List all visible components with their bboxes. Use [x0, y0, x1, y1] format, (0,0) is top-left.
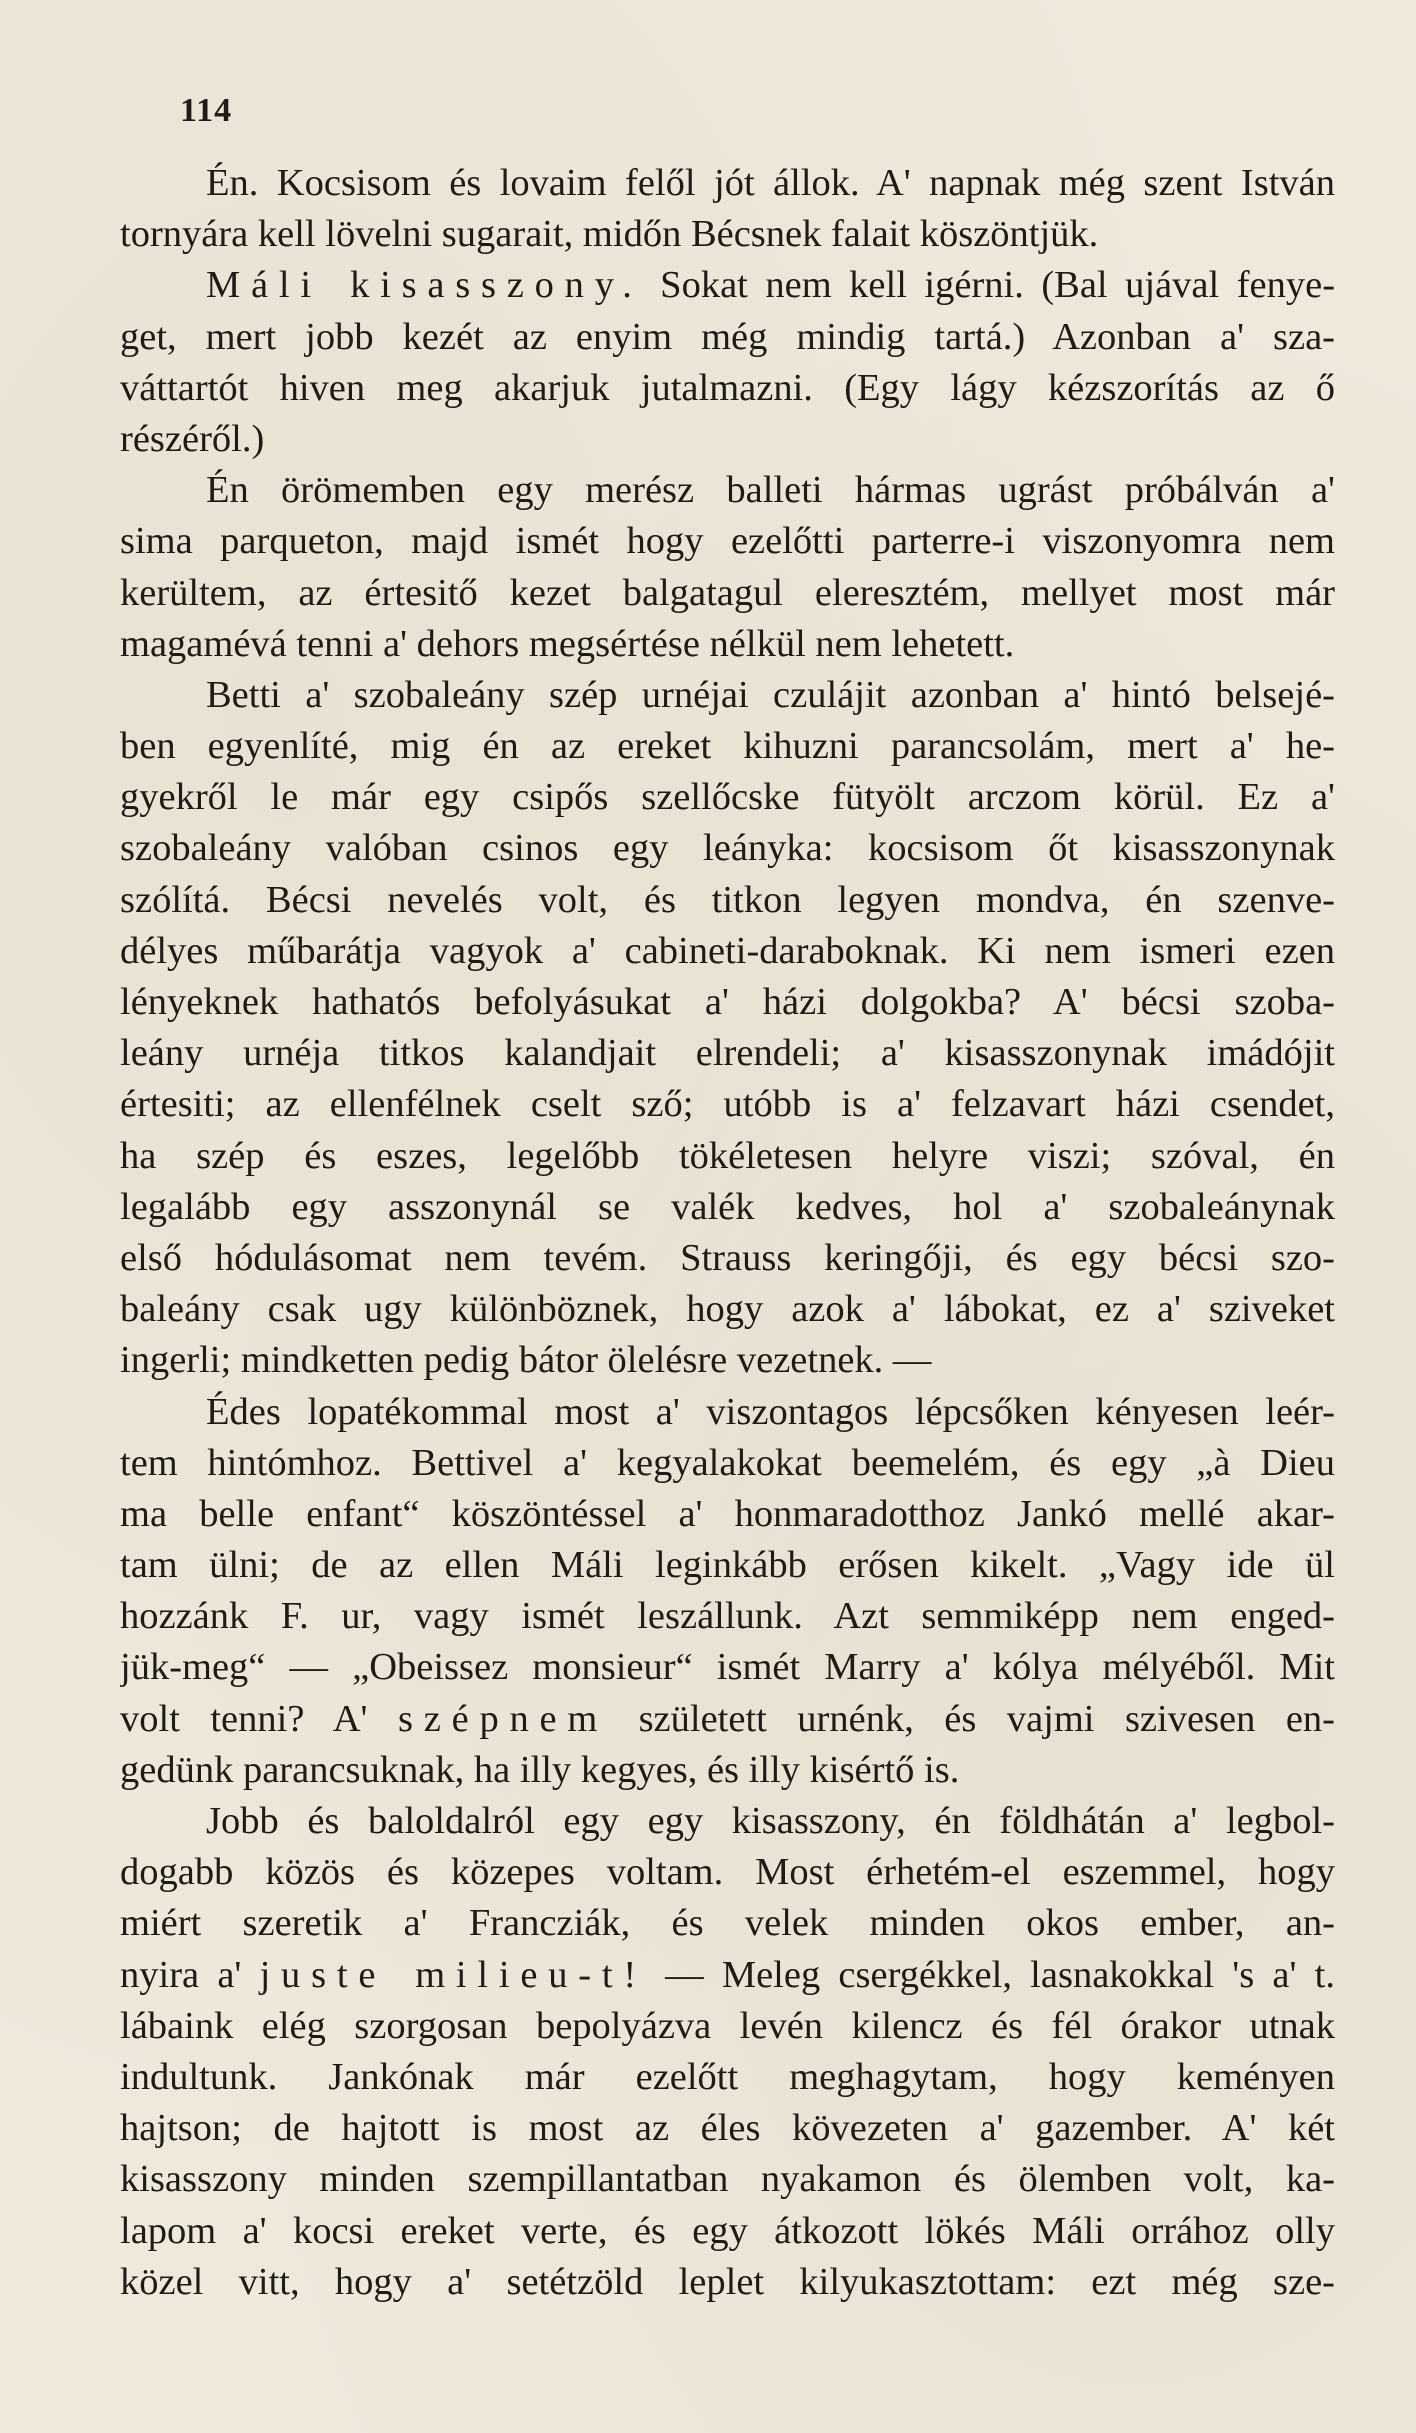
text-line: get, mert jobb kezét az enyim még mindig tartá.) Azonban a' sza-: [120, 315, 1335, 358]
text-line: volt tenni? A' szépnem született urnénk, és vajmi szivesen en-: [120, 1697, 1335, 1740]
text-line: szólítá. Bécsi nevelés volt, és titkon legyen mondva, én szenve-: [120, 878, 1335, 921]
text-line: miért szeretik a' Francziák, és velek minden okos ember, an-: [120, 1902, 1335, 1945]
spaced-emphasis: juste milieu-t!: [259, 1953, 647, 1996]
text-line: ben egyenlíté, mig én az ereket kihuzni parancsolám, mert a' he-: [120, 725, 1335, 768]
text-line: tam ülni; de az ellen Máli leginkább erősen kikelt. „Vagy ide ül: [120, 1544, 1335, 1587]
text-line: közel vitt, hogy a' setétzöld leplet kilyukasztottam: ezt még sze-: [120, 2260, 1335, 2303]
text-line: dogabb közös és közepes voltam. Most érhetém-el eszemmel, hogy: [120, 1851, 1335, 1894]
text-line: gedünk parancsuknak, ha illy kegyes, és illy kisértő is.: [120, 1748, 960, 1791]
text-line: váttartót hiven meg akarjuk jutalmazni. (Egy lágy kézszorítás az ő: [120, 366, 1335, 409]
text-line: magamévá tenni a' dehors megsértése nélkül nem lehetett.: [120, 622, 1015, 665]
page-number: 114: [180, 92, 233, 129]
text-line: legalább egy asszonynál se valék kedves, hol a' szobaleánynak: [120, 1185, 1335, 1228]
text-line: tornyára kell lövelni sugarait, midőn Bécsnek falait köszöntjük.: [120, 213, 1099, 256]
text-line: Betti a' szobaleány szép urnéjai czulájit azonban a' hintó belsejé-: [206, 673, 1335, 716]
body-text: [120, 158, 1335, 2308]
text-line: gyekről le már egy csipős szellőcske fütyölt arczom körül. Ez a': [120, 776, 1335, 819]
text-line: lényeknek hathatós befolyásukat a' házi dolgokba? A' bécsi szoba-: [120, 981, 1335, 1023]
text-line: Jobb és baloldalról egy egy kisasszony, én földhátán a' legbol-: [206, 1800, 1335, 1842]
text-line: kerültem, az értesitő kezet balgatagul eleresztém, mellyet most már: [120, 571, 1335, 614]
spaced-emphasis: szépnem: [397, 1697, 609, 1740]
text-line: szobaleány valóban csinos egy leányka: kocsisom őt kisasszonynak: [120, 827, 1335, 870]
text-line: tem hintómhoz. Bettivel a' kegyalakokat beemelém, és egy „à Dieu: [120, 1441, 1335, 1484]
text-line: délyes műbarátja vagyok a' cabineti-daraboknak. Ki nem ismeri ezen: [120, 929, 1335, 972]
text-line: ha szép és eszes, legelőbb tökéletesen helyre viszi; szóval, én: [120, 1134, 1335, 1177]
text-line: baleány csak ugy különböznek, hogy azok a' lábokat, ez a' sziveket: [120, 1288, 1335, 1331]
text-line: hozzánk F. ur, vagy ismét leszállunk. Azt semmiképp nem enged-: [120, 1595, 1335, 1638]
text-line: nyira a' juste milieu-t! — Meleg csergékkel, lasnakokkal 's a' t.: [120, 1953, 1335, 1996]
text-line: Én. Kocsisom és lovaim felől jót állok. A' napnak még szent István: [206, 162, 1335, 204]
text-line: Máli kisasszony. Sokat nem kell igérni. (Bal ujával fenye-: [206, 264, 1335, 307]
text-line: sima parqueton, majd ismét hogy ezelőtti parterre-i viszonyomra nem: [120, 520, 1335, 563]
text-line: jük-meg“ — „Obeissez monsieur“ ismét Marry a' kólya mélyéből. Mit: [120, 1646, 1335, 1689]
text-line: leány urnéja titkos kalandjait elrendeli; a' kisasszonynak imádójit: [120, 1032, 1335, 1075]
text-line: kisasszony minden szempillantatban nyakamon és ölemben volt, ka-: [120, 2158, 1335, 2201]
text-line: értesiti; az ellenfélnek cselt sző; utóbb is a' felzavart házi csendet,: [120, 1083, 1335, 1126]
text-line: lapom a' kocsi ereket verte, és egy átkozott lökés Máli orrához olly: [120, 2209, 1335, 2252]
text-line: ma belle enfant“ köszöntéssel a' honmaradotthoz Jankó mellé akar-: [120, 1492, 1335, 1535]
text-line: Én örömemben egy merész balleti hármas ugrást próbálván a': [206, 469, 1335, 512]
text-line: ingerli; mindketten pedig bátor ölelésre vezetnek. —: [120, 1339, 932, 1382]
text-line: első hódulásomat nem tevém. Strauss keringőji, és egy bécsi szo-: [120, 1236, 1335, 1279]
text-line: hajtson; de hajtott is most az éles kövezeten a' gazember. A' két: [120, 2107, 1335, 2150]
spaced-emphasis: Máli kisasszony.: [206, 264, 643, 307]
text-line: részéről.): [120, 417, 265, 460]
text-line: lábaink elég szorgosan bepolyázva levén kilencz és fél órakor utnak: [120, 2004, 1335, 2047]
text-line: Édes lopatékommal most a' viszontagos lépcsőken kényesen leér-: [206, 1390, 1335, 1433]
text-line: indultunk. Jankónak már ezelőtt meghagytam, hogy keményen: [120, 2055, 1335, 2098]
